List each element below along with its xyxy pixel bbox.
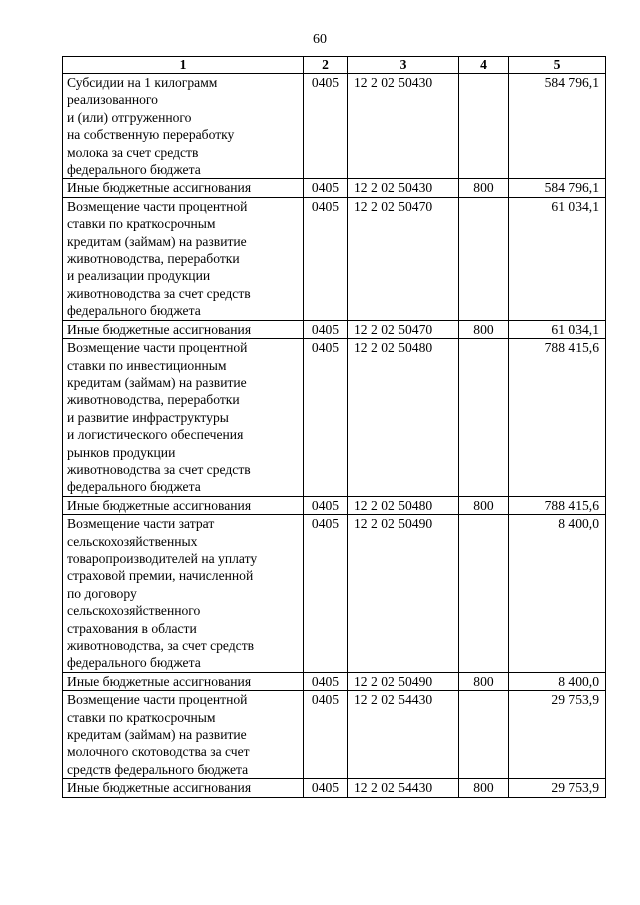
row-amount: 8 400,0 [509,672,606,690]
row-expense-type: 800 [459,179,509,197]
row-target-code: 12 2 02 50490 [348,515,459,673]
row-section: 0405 [304,691,348,779]
row-expense-type: 800 [459,496,509,514]
row-target-code: 12 2 02 50470 [348,197,459,320]
row-expense-type [459,339,509,497]
row-description: Иные бюджетные ассигнования [63,179,304,197]
row-description: Возмещение части затрат сельскохозяйственных товаропроизводителей на уплату страховой премии, начисленной по договору сельскохозяйственного страхования в области животноводства, за счет средств федерального бюджета [63,515,304,673]
row-expense-type: 800 [459,320,509,338]
row-amount: 29 753,9 [509,691,606,779]
row-expense-type: 800 [459,672,509,690]
header-row [63,57,606,74]
row-description: Возмещение части процентной ставки по инвестиционным кредитам (займам) на развитие животноводства, переработки и развитие инфраструктуры и логистического обеспечения рынков продукции животноводства за счет средств федерального бюджета [63,339,304,497]
row-amount: 29 753,9 [509,779,606,797]
row-section: 0405 [304,179,348,197]
row-section: 0405 [304,779,348,797]
row-description: Возмещение части процентной ставки по краткосрочным кредитам (займам) на развитие молочного скотоводства за счет средств федерального бюджета [63,691,304,779]
row-target-code: 12 2 02 50490 [348,672,459,690]
table-row [63,320,606,338]
row-target-code: 12 2 02 50480 [348,339,459,497]
column-header-4: 4 [459,57,509,74]
row-description: Возмещение части процентной ставки по краткосрочным кредитам (займам) на развитие животноводства, переработки и реализации продукции животноводства за счет средств федерального бюджета [63,197,304,320]
table-row [63,672,606,690]
table-row [63,779,606,797]
column-header-2: 2 [304,57,348,74]
row-section: 0405 [304,515,348,673]
row-amount: 61 034,1 [509,320,606,338]
row-section: 0405 [304,74,348,179]
table-row [63,197,606,320]
row-section: 0405 [304,496,348,514]
page-number: 60 [313,32,327,47]
row-section: 0405 [304,320,348,338]
column-header-5: 5 [509,57,606,74]
row-amount: 788 415,6 [509,496,606,514]
row-target-code: 12 2 02 50480 [348,496,459,514]
row-target-code: 12 2 02 50470 [348,320,459,338]
row-target-code: 12 2 02 54430 [348,779,459,797]
table-row [63,179,606,197]
row-description: Иные бюджетные ассигнования [63,320,304,338]
row-description: Иные бюджетные ассигнования [63,779,304,797]
row-section: 0405 [304,339,348,497]
row-amount: 584 796,1 [509,74,606,179]
row-target-code: 12 2 02 50430 [348,74,459,179]
row-amount: 61 034,1 [509,197,606,320]
table-body [63,74,606,798]
row-target-code: 12 2 02 54430 [348,691,459,779]
row-expense-type [459,74,509,179]
row-expense-type [459,197,509,320]
row-description: Субсидии на 1 килограмм реализованного и (или) отгруженного на собственную переработку молока за счет средств федерального бюджета [63,74,304,179]
table-row [63,515,606,673]
table-row [63,74,606,179]
row-section: 0405 [304,197,348,320]
row-amount: 584 796,1 [509,179,606,197]
table-header [63,57,606,74]
row-description: Иные бюджетные ассигнования [63,496,304,514]
budget-table [62,56,606,798]
table-row [63,691,606,779]
column-header-3: 3 [348,57,459,74]
row-description: Иные бюджетные ассигнования [63,672,304,690]
column-header-1: 1 [63,57,304,74]
row-amount: 788 415,6 [509,339,606,497]
table-row [63,339,606,497]
row-section: 0405 [304,672,348,690]
row-target-code: 12 2 02 50430 [348,179,459,197]
row-expense-type: 800 [459,779,509,797]
row-expense-type [459,691,509,779]
table-row [63,496,606,514]
row-amount: 8 400,0 [509,515,606,673]
row-expense-type [459,515,509,673]
